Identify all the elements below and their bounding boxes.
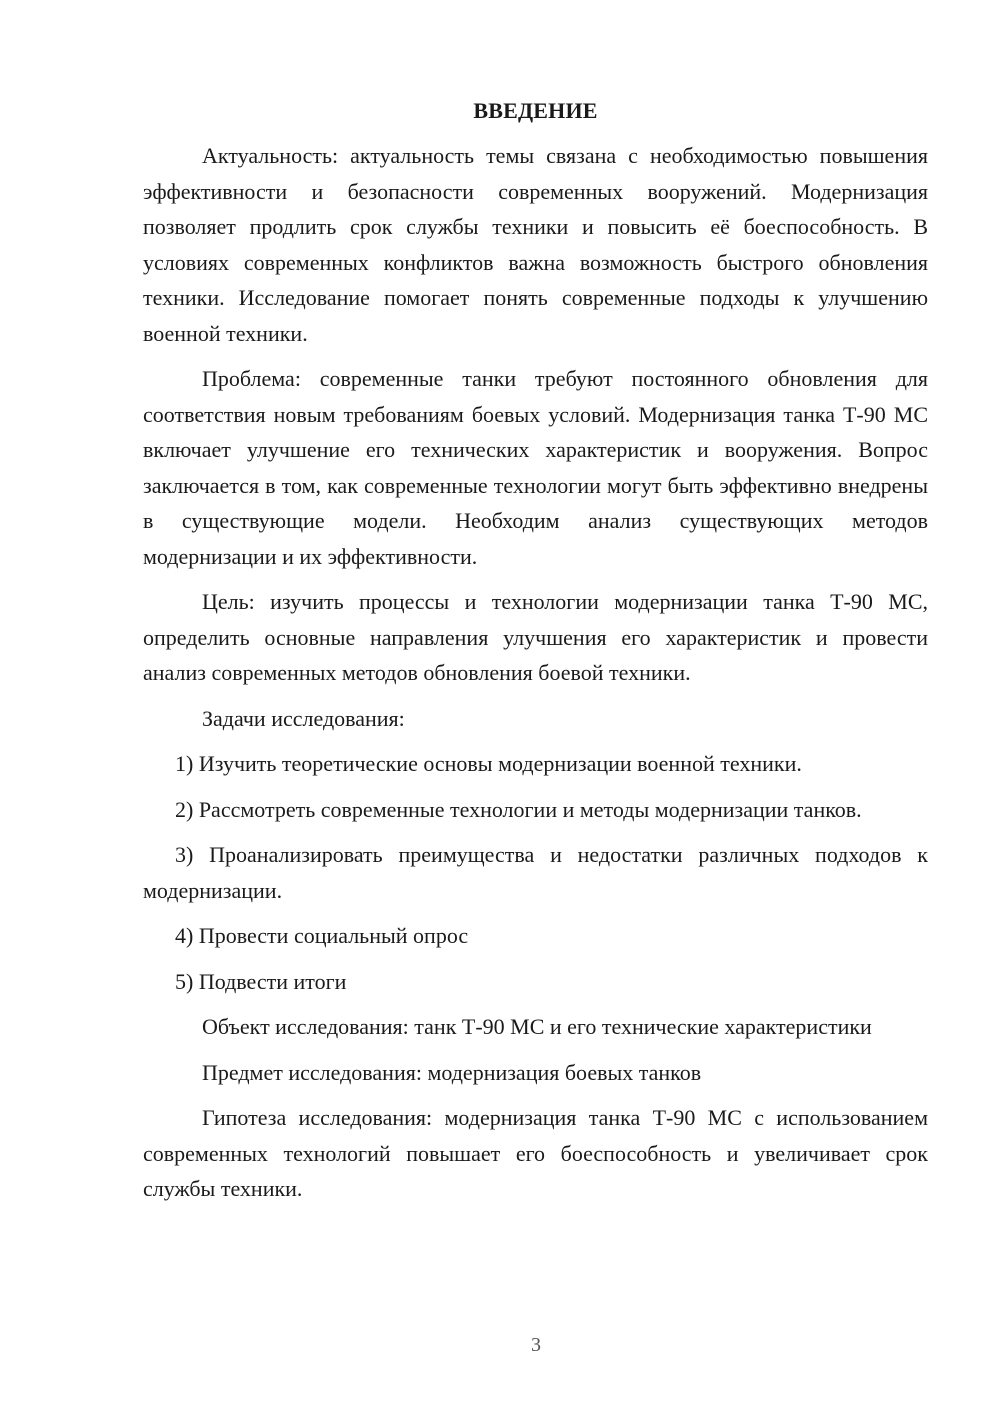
- goal-paragraph: Цель: изучить процессы и технологии модернизации танка Т-90 МС, определить основные направления улучшения его характеристик и провести анализ современных методов обновления боевой техники.: [143, 589, 928, 685]
- tasks-heading: Задачи исследования:: [202, 705, 405, 731]
- document-body: [143, 96, 928, 1217]
- task-item-2: 2) Рассмотреть современные технологии и методы модернизации танков.: [175, 796, 862, 822]
- task-item-5: 5) Подвести итоги: [175, 968, 347, 994]
- object-paragraph: Объект исследования: танк Т-90 МС и его технические характеристики: [202, 1014, 872, 1039]
- hypothesis-paragraph: Гипотеза исследования: модернизация танка Т-90 МС с использованием современных технологий повышает его боеспособность и увеличивает срок службы техники.: [143, 1105, 928, 1201]
- task-item-3: 3) Проанализировать преимущества и недостатки различных подходов к модернизации.: [143, 842, 928, 903]
- page-title: ВВЕДЕНИЕ: [473, 98, 598, 123]
- subject-paragraph: Предмет исследования: модернизация боевых танков: [202, 1059, 702, 1085]
- problem-paragraph: Проблема: современные танки требуют постоянного обновления для соответствия новым требованиям боевых условий. Модернизация танка Т-90 МС включает улучшение его технических характеристик и вооружения. Вопрос заключается в том, как современные технологии могут быть эффективно внедрены в существующие модели. Необходим анализ существующих методов модернизации и их эффективности.: [143, 366, 928, 569]
- page-number: 3: [531, 1334, 541, 1356]
- task-item-1: 1) Изучить теоретические основы модернизации военной техники.: [175, 751, 802, 776]
- task-item-4: 4) Провести социальный опрос: [175, 923, 469, 948]
- relevance-paragraph: Актуальность: актуальность темы связана с необходимостью повышения эффективности и безопасности современных вооружений. Модернизация позволяет продлить срок службы техники и повысить её боеспособность. В условиях современных конфликтов важна возможность быстрого обновления техники. Исследование помогает понять современные подходы к улучшению военной техники.: [143, 143, 928, 346]
